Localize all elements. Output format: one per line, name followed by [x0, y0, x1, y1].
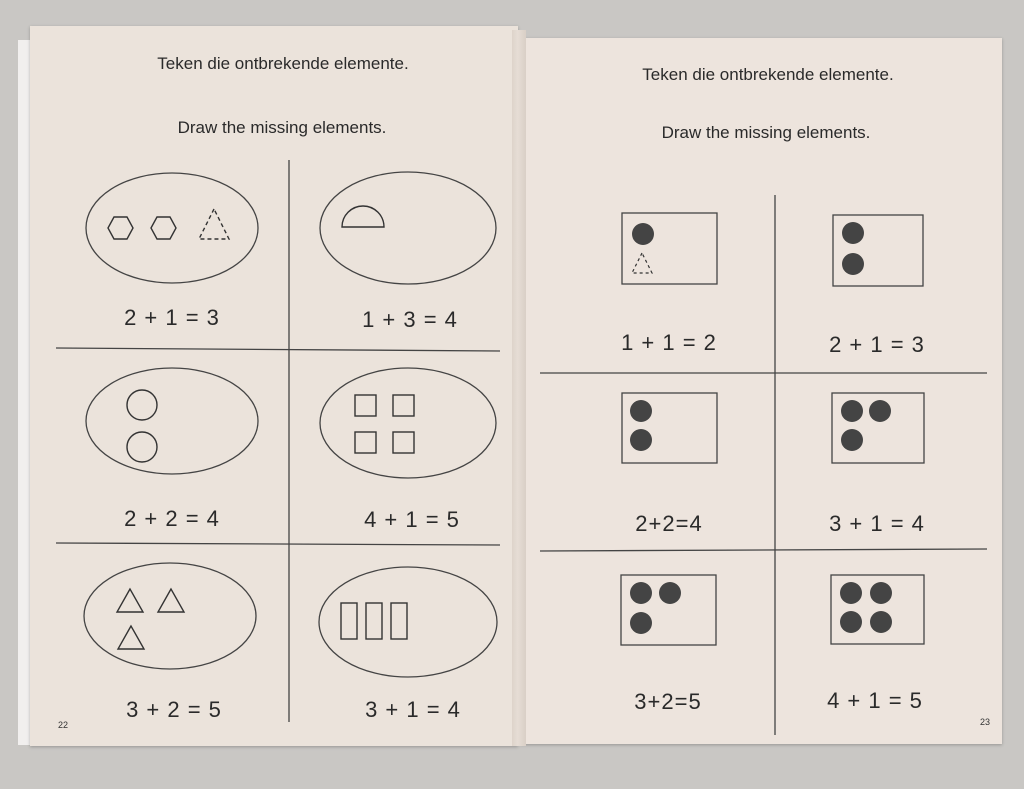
equation: 2 + 1 = 3	[124, 305, 220, 330]
square-shape	[355, 432, 376, 453]
square-shape	[355, 395, 376, 416]
dashed-triangle-shape	[632, 253, 652, 273]
oval-cell-3	[86, 368, 258, 474]
dot-shape	[630, 429, 652, 451]
equation: 4 + 1 = 5	[827, 688, 923, 713]
equation: 2+2=4	[635, 511, 703, 536]
right-heading-afrikaans: Teken die ontbrekende elemente.	[642, 65, 894, 84]
dot-shape	[632, 223, 654, 245]
right-grid-horizontal-2	[540, 549, 987, 551]
dashed-triangle-shape	[199, 209, 229, 239]
dot-shape	[841, 400, 863, 422]
square-shape	[393, 395, 414, 416]
dot-shape	[630, 400, 652, 422]
triangle-shape	[158, 589, 184, 612]
left-grid-horizontal-1	[56, 348, 500, 351]
dot-shape	[869, 400, 891, 422]
hexagon-shape	[108, 217, 133, 239]
dot-shape	[630, 582, 652, 604]
equation: 1 + 1 = 2	[621, 330, 717, 355]
triangle-shape	[117, 589, 143, 612]
equation: 3+2=5	[634, 689, 702, 714]
equation: 2 + 1 = 3	[829, 332, 925, 357]
dot-shape	[842, 253, 864, 275]
dot-shape	[870, 582, 892, 604]
oval-cell-6	[319, 567, 497, 677]
oval-cell-1	[86, 173, 258, 283]
hexagon-shape	[151, 217, 176, 239]
square-shape	[393, 432, 414, 453]
dot-shape	[630, 612, 652, 634]
page-number-left: 22	[58, 720, 69, 730]
half-circle-shape	[342, 206, 384, 227]
dot-shape	[840, 611, 862, 633]
equation: 3 + 2 = 5	[126, 697, 222, 722]
equation: 4 + 1 = 5	[364, 507, 460, 532]
circle-shape	[127, 432, 157, 462]
dot-shape	[842, 222, 864, 244]
rectangle-shape	[341, 603, 357, 639]
rectangle-shape	[391, 603, 407, 639]
oval-cell-5	[84, 563, 256, 669]
equation: 2 + 2 = 4	[124, 506, 220, 531]
circle-shape	[127, 390, 157, 420]
dot-shape	[659, 582, 681, 604]
equation: 3 + 1 = 4	[365, 697, 461, 722]
equation: 1 + 3 = 4	[362, 307, 458, 332]
left-heading-afrikaans: Teken die ontbrekende elemente.	[157, 54, 409, 73]
equation: 3 + 1 = 4	[829, 511, 925, 536]
right-heading-english: Draw the missing elements.	[661, 123, 871, 142]
dot-shape	[840, 582, 862, 604]
oval-cell-2	[320, 172, 496, 284]
left-grid	[56, 160, 500, 722]
oval-cell-4	[320, 368, 496, 478]
left-grid-horizontal-2	[56, 543, 500, 545]
left-heading-english: Draw the missing elements.	[177, 118, 387, 137]
dot-shape	[841, 429, 863, 451]
right-grid	[540, 195, 987, 735]
dot-shape	[870, 611, 892, 633]
triangle-shape	[118, 626, 144, 649]
rectangle-shape	[366, 603, 382, 639]
page-number-right: 23	[980, 717, 991, 727]
